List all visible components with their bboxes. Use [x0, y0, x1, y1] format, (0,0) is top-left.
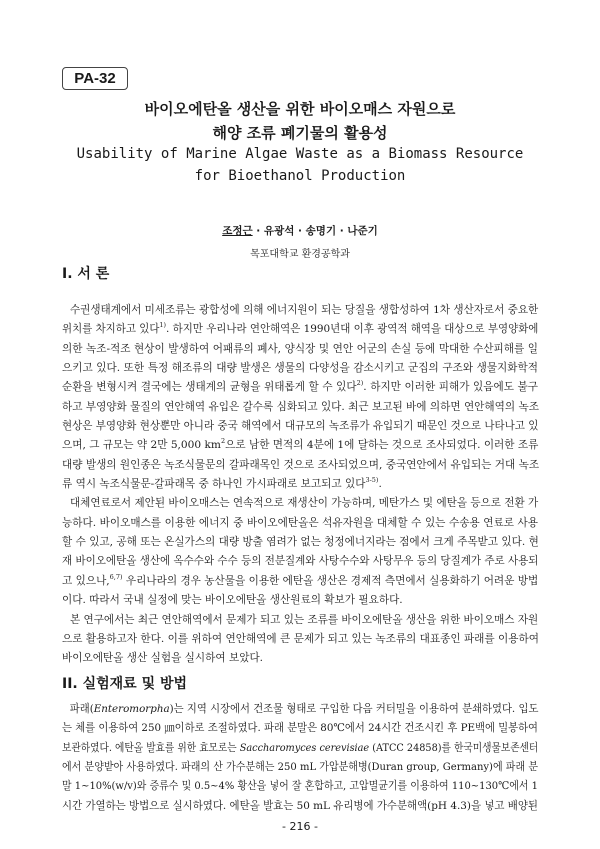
text-run: 재 바이오에탄올 생산에 옥수수와 수수 등의 전분질계와 사탕수수와 사탕무우 등의 당질계가 주로 사용되 [62, 555, 539, 568]
italic-term: Saccharomyces cerevisiae [239, 741, 370, 754]
text-line [62, 719, 538, 738]
text-run: 대량 발생의 원인종은 녹조식물문의 갈파래목인 것으로 조사되었으며, 중국연안에서 유입되는 거대 녹조 [62, 458, 540, 471]
citation-superscript: 1) [159, 321, 166, 330]
title-english-line-1: Usability of Marine Algae Waste as a Biomass Resource [76, 146, 524, 162]
text-run: 으로 활용하고자 한다. 이를 위하여 연안해역에 큰 문제가 되고 있는 녹조류의 대표종인 파래를 이용하여 [62, 632, 539, 645]
citation-superscript: 3-5) [365, 476, 379, 485]
introduction-body [62, 301, 538, 669]
text-run: 에서 분양받아 사용하였다. 파래의 산 가수분해는 250 mL 가압분해병(Duran group, Germany)에 파래 분 [62, 761, 538, 774]
text-run: . 하지만 우리나라 연안해역은 1990년대 이후 광역적 해역을 대상으로 부영양화에 [165, 323, 539, 336]
italic-term: Enteromorpha [93, 703, 170, 715]
text-line [62, 320, 538, 339]
text-run: 으키고 있다. 또한 특정 해조류의 대량 발생은 생물의 다양성을 감소시키고 군집의 구조와 생물지화학적 [62, 362, 538, 375]
text-run: 능하다. 바이오매스를 이용한 에너지 중 바이오에탄올은 석유자원을 대체할 수 있는 수송용 연료로 사용 [62, 516, 538, 529]
paragraph [62, 700, 538, 816]
text-run: 으로 남한 면적의 4분에 1에 달하는 것으로 조사되었다. 이러한 조류 [225, 439, 539, 452]
page-number: - 216 - [282, 820, 318, 833]
text-line [62, 340, 538, 359]
text-line [62, 378, 538, 397]
paper-code-label: PA-32 [62, 67, 128, 90]
text-line [62, 700, 538, 719]
text-run: (ATCC 24858)를 한국미생물보존센터 [369, 741, 539, 754]
citation-superscript: 2 [220, 437, 226, 446]
text-run: 본 연구에서는 최근 연안해역에서 문제가 되고 있는 조류를 바이오에탄올 생산을 위한 바이오매스 자원 [69, 613, 539, 626]
text-run: 고 있으나, [62, 574, 110, 587]
text-run: 하고 부영양화 물질의 연안해역 유입은 갈수록 심화되고 있다. 최근 보고된 바에 의하면 연안해역의 녹조 [62, 400, 539, 413]
presenting-author: 조정근 [222, 225, 253, 237]
paragraph [62, 301, 538, 494]
text-run: 시간 가열하는 방법으로 실시하였다. 에탄올 발효는 50 mL 유리병에 가수분해액(pH 4.3)을 넣고 배양된 [62, 799, 538, 812]
text-line [62, 777, 538, 796]
text-line [62, 572, 538, 591]
methods-body [62, 700, 538, 816]
author-list [0, 223, 600, 238]
text-run: 류 역시 녹조식물문-갈파래목 중 하나인 가시파래로 보고되고 있다 [62, 478, 366, 491]
text-line [62, 758, 538, 777]
paragraph [62, 494, 538, 610]
text-run: 우리나라의 경우 농산물을 이용한 에탄올 생산은 경제적 측면에서 실용화하기 어려운 방법 [122, 574, 539, 587]
text-run: . [378, 478, 382, 491]
text-run: 순환을 변형시켜 결국에는 생태계의 균형을 위태롭게 할 수 있다 [62, 381, 357, 394]
affiliation: 목포대학교 환경공학과 [250, 249, 350, 260]
citation-superscript: 6,7) [109, 572, 123, 581]
text-run: 말 1~10%(w/v)와 증류수 및 0.5~4% 황산을 넣어 잘 혼합하고, 고압멸균기를 이용하여 110~130℃에서 1 [62, 780, 538, 793]
text-line [62, 417, 538, 436]
text-line [62, 533, 538, 552]
text-run: 는 체를 이용하여 250 ㎛이하로 조절하였다. 파래 분말은 80℃에서 24시간 건조시킨 후 PE백에 밀봉하여 [62, 722, 538, 735]
text-line [62, 611, 538, 630]
text-line [62, 739, 538, 758]
text-run: 위치를 차지하고 있다 [62, 323, 160, 336]
text-run: . 하지만 이러한 피해가 있음에도 불구 [363, 381, 538, 394]
text-run: 의한 녹조-적조 현상이 발생하여 어패류의 폐사, 양식장 및 연안 어군의 손실 등에 막대한 수산피해를 일 [62, 342, 538, 355]
title-korean-line-1: 바이오에탄올 생산을 위한 바이오매스 자원으로 [144, 100, 456, 118]
text-line [62, 514, 538, 533]
title-korean-line-2: 해양 조류 폐기물의 활용성 [212, 124, 388, 142]
text-line [62, 456, 538, 475]
co-authors: · 유광석 · 송명기 · 나준기 [252, 225, 378, 237]
text-line [62, 301, 538, 320]
text-line [62, 552, 538, 571]
text-line [62, 649, 538, 668]
section-heading-introduction: I. 서 론 [62, 266, 110, 282]
text-line [62, 591, 538, 610]
citation-superscript: 2) [356, 379, 364, 388]
text-run: 으며, 그 규모는 약 2만 5,000 km [62, 439, 221, 452]
text-run: 파래( [69, 703, 94, 715]
text-line [62, 475, 538, 494]
text-line [62, 797, 538, 816]
text-run: 대체연료로서 제안된 바이오매스는 연속적으로 재생산이 가능하며, 메탄가스 및 에탄올 등으로 전환 가 [69, 497, 539, 510]
text-run: 바이오에탄올 생산 실험을 실시하여 보았다. [62, 652, 264, 665]
text-line [62, 436, 538, 455]
section-heading-methods: II. 실험재료 및 방법 [62, 676, 188, 692]
paragraph [62, 611, 538, 669]
title-english-line-2: for Bioethanol Production [194, 168, 406, 184]
text-run: 현상은 부영양화 현상뿐만 아니라 중국 해역에서 대규모의 녹조류가 유입되기 때문인 것으로 나타나고 있 [62, 420, 539, 433]
text-line [62, 398, 538, 417]
text-line [62, 630, 538, 649]
text-run: 보관하였다. 에탄올 발효를 위한 효모로는 [62, 741, 240, 754]
text-run: 수권생태계에서 미세조류는 광합성에 의해 에너지원이 되는 당질을 생합성하여 1차 생산자로서 중요한 [69, 304, 539, 316]
text-line [62, 494, 538, 513]
text-run: 할 수 있고, 공해 또는 온실가스의 대량 방출 염려가 없는 청정에너지라는 점에서 크게 주목받고 있다. 현 [62, 536, 539, 549]
text-run: )는 지역 시장에서 건조물 형태로 구입한 다음 커터밀을 이용하여 분쇄하였다. 입도 [169, 703, 539, 715]
text-run: 이다. 따라서 국내 실정에 맞는 바이오에탄올 생산원료의 확보가 필요하다. [62, 594, 403, 607]
text-line [62, 359, 538, 378]
